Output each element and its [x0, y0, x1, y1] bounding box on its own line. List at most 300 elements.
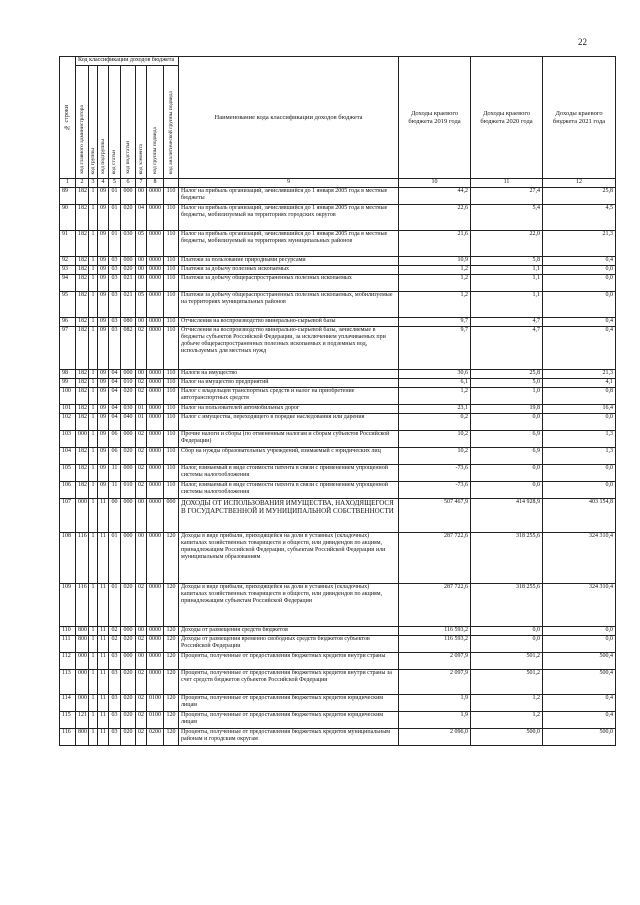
admin-code-cell: 182 — [76, 379, 89, 388]
column-numbers-row — [60, 179, 616, 188]
subarticle-code-cell: 082 — [121, 327, 136, 370]
subarticle-code-cell: 021 — [121, 292, 136, 318]
subarticle-code-cell: 010 — [121, 482, 136, 499]
value-2021-cell: 0,8 — [543, 388, 616, 405]
revenue-name-cell: Налог, взимаемый в виде стоимости патента в связи с применением упрощенной системы налогообложения — [179, 465, 399, 482]
value-2021-cell: 21,3 — [543, 231, 616, 257]
value-2021-cell: 1,3 — [543, 448, 616, 465]
admin-code-cell: 800 — [76, 627, 89, 636]
value-2021-cell: 0,4 — [543, 712, 616, 729]
admin-code-cell: 116 — [76, 533, 89, 584]
row-number-cell: 92 — [60, 257, 76, 266]
col-number: 11 — [471, 179, 543, 188]
element-code-cell: 02 — [136, 712, 147, 729]
element-code-cell: 02 — [136, 388, 147, 405]
row-number-cell: 96 — [60, 318, 76, 327]
row-number-header: № строки — [60, 57, 76, 179]
group-code-cell: 1 — [89, 231, 98, 257]
subarticle-code-cell: 010 — [121, 379, 136, 388]
group-code-cell: 1 — [89, 188, 98, 205]
value-2021-cell: 0,4 — [543, 695, 616, 712]
row-number-cell: 100 — [60, 388, 76, 405]
value-2019-cell: 23,1 — [399, 405, 471, 414]
element-code-cell: 00 — [136, 499, 147, 533]
revenue-name-cell: Платежи за добычу общераспространенных полезных ископаемых — [179, 275, 399, 292]
table-row — [60, 318, 616, 327]
table-row — [60, 712, 616, 729]
subgroup-code-cell: 09 — [98, 414, 109, 431]
value-2020-cell: 0,0 — [471, 627, 543, 636]
value-2020-cell: 6,9 — [471, 448, 543, 465]
subgroup-code-cell: 11 — [98, 712, 109, 729]
group-code-cell: 1 — [89, 533, 98, 584]
value-2021-cell: 500,0 — [543, 729, 616, 746]
analytic-group-code-cell: 110 — [164, 292, 179, 318]
value-2019-cell: -73,6 — [399, 465, 471, 482]
subtype-group-code-cell: 0000 — [147, 653, 164, 670]
article-code-cell: 11 — [109, 482, 121, 499]
value-2021-cell: 0,0 — [543, 636, 616, 653]
subgroup-code-cell: 09 — [98, 318, 109, 327]
col-number: 5 — [109, 179, 121, 188]
analytic-group-code-cell: 110 — [164, 318, 179, 327]
table-row — [60, 431, 616, 448]
value-2021-cell: 0,4 — [543, 318, 616, 327]
element-code-cell: 00 — [136, 257, 147, 266]
subtype-group-code-cell: 0000 — [147, 275, 164, 292]
value-2021-cell: 0,0 — [543, 482, 616, 499]
subarticle-code-cell: 020 — [121, 205, 136, 231]
table-body — [60, 188, 616, 746]
value-2019-cell: 1,2 — [399, 266, 471, 275]
element-code-cell: 02 — [136, 448, 147, 465]
revenue-name-cell: Налог с имущества, переходящего в порядке наследования или дарения — [179, 414, 399, 431]
value-2020-cell: 1,2 — [471, 712, 543, 729]
element-code-cell: 02 — [136, 695, 147, 712]
code-col-header: код главного администратора — [76, 66, 89, 179]
subgroup-code-cell: 11 — [98, 670, 109, 695]
analytic-group-code-cell: 120 — [164, 712, 179, 729]
revenue-name-cell: Прочие налоги и сборы (по отмененным налогам и сборам субъектов Российской Федерации) — [179, 431, 399, 448]
analytic-group-code-cell: 120 — [164, 584, 179, 627]
article-code-cell: 03 — [109, 318, 121, 327]
table-row — [60, 533, 616, 584]
analytic-group-code-cell: 110 — [164, 448, 179, 465]
value-2020-cell: 0,0 — [471, 482, 543, 499]
subarticle-code-cell: 000 — [121, 653, 136, 670]
group-code-cell: 1 — [89, 627, 98, 636]
analytic-group-code-cell: 110 — [164, 405, 179, 414]
admin-code-cell: 182 — [76, 231, 89, 257]
value-2020-cell: 0,0 — [471, 414, 543, 431]
subgroup-code-cell: 11 — [98, 584, 109, 627]
row-number-cell: 112 — [60, 653, 76, 670]
col-number: 1 — [60, 179, 76, 188]
group-code-cell: 1 — [89, 327, 98, 370]
article-code-cell: 03 — [109, 729, 121, 746]
row-number-cell: 90 — [60, 205, 76, 231]
value-2020-cell: 318 255,6 — [471, 533, 543, 584]
subgroup-code-cell: 11 — [98, 533, 109, 584]
subtype-group-code-cell: 0000 — [147, 482, 164, 499]
subtype-group-code-cell: 0000 — [147, 257, 164, 266]
element-code-cell: 05 — [136, 231, 147, 257]
col-number: 9 — [179, 179, 399, 188]
group-code-cell: 1 — [89, 292, 98, 318]
row-number-cell: 116 — [60, 729, 76, 746]
value-2020-cell: 22,0 — [471, 231, 543, 257]
subgroup-code-cell: 11 — [98, 695, 109, 712]
row-number-cell: 95 — [60, 292, 76, 318]
table-row — [60, 327, 616, 370]
group-code-cell: 1 — [89, 431, 98, 448]
group-code-cell: 1 — [89, 318, 98, 327]
row-number-cell: 103 — [60, 431, 76, 448]
admin-code-cell: 000 — [76, 670, 89, 695]
subarticle-code-cell: 030 — [121, 231, 136, 257]
revenue-name-cell: Платежи за добычу полезных ископаемых — [179, 266, 399, 275]
subarticle-code-cell: 000 — [121, 188, 136, 205]
group-code-cell: 1 — [89, 729, 98, 746]
value-2021-cell: 0,4 — [543, 257, 616, 266]
table-row — [60, 465, 616, 482]
element-code-cell: 00 — [136, 188, 147, 205]
subtype-group-code-cell: 0000 — [147, 431, 164, 448]
group-code-cell: 1 — [89, 695, 98, 712]
value-2019-cell: 507 467,9 — [399, 499, 471, 533]
value-2020-cell: 1,1 — [471, 292, 543, 318]
article-code-cell: 01 — [109, 584, 121, 627]
subarticle-code-cell: 030 — [121, 405, 136, 414]
value-2020-cell: 4,7 — [471, 318, 543, 327]
article-code-cell: 01 — [109, 205, 121, 231]
value-2021-cell: 4,1 — [543, 379, 616, 388]
article-code-cell: 04 — [109, 414, 121, 431]
value-2020-cell: 501,2 — [471, 653, 543, 670]
admin-code-cell: 116 — [76, 584, 89, 627]
value-2020-cell: 5,4 — [471, 205, 543, 231]
table-row — [60, 584, 616, 627]
subgroup-code-cell: 09 — [98, 327, 109, 370]
value-2020-cell: 19,8 — [471, 405, 543, 414]
col-number: 2 — [76, 179, 89, 188]
value-2021-cell: 1,3 — [543, 431, 616, 448]
value-2019-cell: 44,2 — [399, 188, 471, 205]
value-2019-cell: 116 593,2 — [399, 627, 471, 636]
analytic-group-code-cell: 110 — [164, 266, 179, 275]
analytic-group-code-cell: 110 — [164, 327, 179, 370]
row-number-cell: 97 — [60, 327, 76, 370]
revenue-table — [59, 56, 616, 746]
year-2019-header: Доходы краевого бюджета 2019 года — [399, 57, 471, 179]
value-2020-cell: 501,2 — [471, 670, 543, 695]
value-2020-cell: 5,0 — [471, 379, 543, 388]
subtype-group-code-cell: 0000 — [147, 448, 164, 465]
subarticle-code-cell: 020 — [121, 584, 136, 627]
element-code-cell: 02 — [136, 465, 147, 482]
table-row — [60, 405, 616, 414]
value-2019-cell: -73,6 — [399, 482, 471, 499]
subarticle-code-cell: 020 — [121, 695, 136, 712]
article-code-cell: 02 — [109, 636, 121, 653]
table-row — [60, 379, 616, 388]
revenue-name-cell: Доходы от размещения средств бюджетов — [179, 627, 399, 636]
revenue-name-cell: Налог на прибыль организаций, зачислявшийся до 1 января 2005 года в местные бюджеты — [179, 188, 399, 205]
subarticle-code-cell: 020 — [121, 729, 136, 746]
value-2020-cell: 5,8 — [471, 257, 543, 266]
table-row — [60, 636, 616, 653]
value-2021-cell: 0,0 — [543, 414, 616, 431]
subtype-group-code-cell: 0000 — [147, 636, 164, 653]
value-2019-cell: 1,2 — [399, 292, 471, 318]
subtype-group-code-cell: 0000 — [147, 584, 164, 627]
table-row — [60, 257, 616, 266]
table-row — [60, 653, 616, 670]
value-2019-cell: 10,2 — [399, 431, 471, 448]
group-code-cell: 1 — [89, 712, 98, 729]
admin-code-cell: 000 — [76, 431, 89, 448]
value-2020-cell: 0,0 — [471, 636, 543, 653]
code-col-header: код группы подвида — [147, 66, 164, 179]
value-2020-cell: 1,1 — [471, 275, 543, 292]
admin-code-cell: 121 — [76, 712, 89, 729]
table-row — [60, 231, 616, 257]
group-code-cell: 1 — [89, 414, 98, 431]
article-code-cell: 02 — [109, 627, 121, 636]
value-2021-cell: 324 310,4 — [543, 533, 616, 584]
admin-code-cell: 182 — [76, 266, 89, 275]
table-row — [60, 482, 616, 499]
subgroup-code-cell: 11 — [98, 627, 109, 636]
row-number-cell: 110 — [60, 627, 76, 636]
subgroup-code-cell: 09 — [98, 188, 109, 205]
value-2019-cell: 1,2 — [399, 388, 471, 405]
subgroup-code-cell: 09 — [98, 205, 109, 231]
page-number: 22 — [578, 37, 587, 47]
value-2021-cell: 0,4 — [543, 327, 616, 370]
subarticle-code-cell: 000 — [121, 465, 136, 482]
subtype-group-code-cell: 0100 — [147, 712, 164, 729]
subgroup-code-cell: 11 — [98, 499, 109, 533]
row-number-cell: 94 — [60, 275, 76, 292]
element-code-cell: 04 — [136, 205, 147, 231]
row-number-cell: 106 — [60, 482, 76, 499]
analytic-group-code-cell: 110 — [164, 188, 179, 205]
value-2020-cell: 25,8 — [471, 370, 543, 379]
subtype-group-code-cell: 0000 — [147, 188, 164, 205]
subarticle-code-cell: 000 — [121, 431, 136, 448]
admin-code-cell: 800 — [76, 729, 89, 746]
analytic-group-code-cell: 000 — [164, 499, 179, 533]
row-number-cell: 114 — [60, 695, 76, 712]
value-2019-cell: 0,2 — [399, 414, 471, 431]
subgroup-code-cell: 11 — [98, 653, 109, 670]
admin-code-cell: 182 — [76, 482, 89, 499]
revenue-name-cell: Проценты, полученные от предоставления бюджетных кредитов юридическим лицам — [179, 712, 399, 729]
element-code-cell: 01 — [136, 405, 147, 414]
value-2021-cell: 4,5 — [543, 205, 616, 231]
revenue-name-cell: Налог, взимаемый в виде стоимости патента в связи с применением упрощенной системы налогообложения — [179, 482, 399, 499]
value-2019-cell: 2 097,9 — [399, 653, 471, 670]
code-col-header: код подстатьи — [121, 66, 136, 179]
group-code-cell: 1 — [89, 636, 98, 653]
table-row — [60, 388, 616, 405]
value-2021-cell: 403 154,8 — [543, 499, 616, 533]
col-number: 8 — [147, 179, 164, 188]
group-code-cell: 1 — [89, 465, 98, 482]
analytic-group-code-cell: 110 — [164, 482, 179, 499]
element-code-cell: 02 — [136, 327, 147, 370]
table-row — [60, 729, 616, 746]
group-code-cell: 1 — [89, 482, 98, 499]
value-2019-cell: 21,6 — [399, 231, 471, 257]
analytic-group-code-cell: 120 — [164, 636, 179, 653]
row-number-cell: 99 — [60, 379, 76, 388]
code-col-header: код элемента — [136, 66, 147, 179]
element-code-cell: 01 — [136, 414, 147, 431]
subgroup-code-cell: 09 — [98, 275, 109, 292]
subgroup-code-cell: 09 — [98, 482, 109, 499]
revenue-name-cell: ДОХОДЫ ОТ ИСПОЛЬЗОВАНИЯ ИМУЩЕСТВА, НАХОДЯЩЕГОСЯ В ГОСУДАРСТВЕННОЙ И МУНИЦИПАЛЬНОЙ СОБСТВЕННОСТИ — [179, 499, 399, 533]
year-2021-header: Доходы краевого бюджета 2021 года — [543, 57, 616, 179]
analytic-group-code-cell: 120 — [164, 653, 179, 670]
classification-group-header: Код классификации доходов бюджета — [76, 57, 179, 66]
table-row — [60, 670, 616, 695]
group-code-cell: 1 — [89, 370, 98, 379]
admin-code-cell: 182 — [76, 188, 89, 205]
value-2019-cell: 2 097,9 — [399, 670, 471, 695]
analytic-group-code-cell: 120 — [164, 695, 179, 712]
revenue-name-cell: Платежи за добычу общераспространенных полезных ископаемых, мобилизуемые на территориях муниципальных районов — [179, 292, 399, 318]
subtype-group-code-cell: 0200 — [147, 729, 164, 746]
value-2019-cell: 1,2 — [399, 275, 471, 292]
element-code-cell: 00 — [136, 627, 147, 636]
subtype-group-code-cell: 0000 — [147, 670, 164, 695]
article-code-cell: 03 — [109, 292, 121, 318]
table-row — [60, 266, 616, 275]
revenue-name-cell: Проценты, полученные от предоставления бюджетных кредитов внутри страны — [179, 653, 399, 670]
value-2019-cell: 10,2 — [399, 448, 471, 465]
subtype-group-code-cell: 0000 — [147, 379, 164, 388]
value-2020-cell: 27,4 — [471, 188, 543, 205]
row-number-cell: 102 — [60, 414, 76, 431]
element-code-cell: 00 — [136, 318, 147, 327]
subgroup-code-cell: 11 — [98, 729, 109, 746]
revenue-name-cell: Доходы от размещения временно свободных средств бюджетов субъектов Российской Федерации — [179, 636, 399, 653]
article-code-cell: 03 — [109, 275, 121, 292]
value-2020-cell: 500,0 — [471, 729, 543, 746]
article-code-cell: 06 — [109, 431, 121, 448]
subtype-group-code-cell: 0000 — [147, 318, 164, 327]
article-code-cell: 01 — [109, 188, 121, 205]
subtype-group-code-cell: 0000 — [147, 266, 164, 275]
article-code-cell: 11 — [109, 465, 121, 482]
revenue-name-cell: Налог на имущество предприятий — [179, 379, 399, 388]
group-code-cell: 1 — [89, 275, 98, 292]
subtype-group-code-cell: 0000 — [147, 327, 164, 370]
admin-code-cell: 182 — [76, 465, 89, 482]
group-code-cell: 1 — [89, 266, 98, 275]
analytic-group-code-cell: 110 — [164, 275, 179, 292]
table-row — [60, 292, 616, 318]
subgroup-code-cell: 09 — [98, 379, 109, 388]
value-2019-cell: 287 722,6 — [399, 533, 471, 584]
subtype-group-code-cell: 0100 — [147, 695, 164, 712]
element-code-cell: 02 — [136, 670, 147, 695]
element-code-cell: 00 — [136, 275, 147, 292]
value-2019-cell: 22,6 — [399, 205, 471, 231]
value-2020-cell: 1,0 — [471, 388, 543, 405]
article-code-cell: 04 — [109, 370, 121, 379]
revenue-name-cell: Налог на пользователей автомобильных дорог — [179, 405, 399, 414]
revenue-name-cell: Доходы в виде прибыли, приходящейся на доли в уставных (складочных) капиталах хозяйственных товариществ и обществ, или дивидендов по акциям, принадлежащим субъектам Российской Федерации — [179, 584, 399, 627]
subarticle-code-cell: 000 — [121, 533, 136, 584]
article-code-cell: 01 — [109, 533, 121, 584]
analytic-group-code-cell: 110 — [164, 379, 179, 388]
revenue-name-cell: Доходы в виде прибыли, приходящейся на доли в уставных (складочных) капиталах хозяйственных товариществ и обществ, или дивидендов по акциям, принадлежащим Российской Федерации, субъектам Российской Федерации или муниципальным образованиям — [179, 533, 399, 584]
row-number-cell: 105 — [60, 465, 76, 482]
value-2019-cell: 10,9 — [399, 257, 471, 266]
group-code-cell: 1 — [89, 205, 98, 231]
col-number: 3 — [89, 179, 98, 188]
subtype-group-code-cell: 0000 — [147, 231, 164, 257]
value-2019-cell: 30,6 — [399, 370, 471, 379]
element-code-cell: 02 — [136, 636, 147, 653]
element-code-cell: 00 — [136, 370, 147, 379]
col-number — [164, 179, 179, 188]
element-code-cell: 02 — [136, 729, 147, 746]
revenue-name-cell: Платежи за пользование природными ресурсами — [179, 257, 399, 266]
article-code-cell: 00 — [109, 499, 121, 533]
col-number: 7 — [136, 179, 147, 188]
subtype-group-code-cell: 0000 — [147, 370, 164, 379]
admin-code-cell: 182 — [76, 370, 89, 379]
table-row — [60, 448, 616, 465]
admin-code-cell: 182 — [76, 275, 89, 292]
analytic-group-code-cell: 120 — [164, 729, 179, 746]
name-column-header: Наименование кода классификации доходов бюджета — [179, 57, 399, 179]
revenue-name-cell: Налог с владельцев транспортных средств и налог на приобретение автотранспортных средств — [179, 388, 399, 405]
subgroup-code-cell: 09 — [98, 431, 109, 448]
row-number-cell: 109 — [60, 584, 76, 627]
col-number: 6 — [121, 179, 136, 188]
subgroup-code-cell: 09 — [98, 448, 109, 465]
admin-code-cell: 182 — [76, 205, 89, 231]
subtype-group-code-cell: 0000 — [147, 405, 164, 414]
revenue-name-cell: Налог на прибыль организаций, зачислявшийся до 1 января 2005 года в местные бюджеты, мобилизуемый на территориях муниципальных районов — [179, 231, 399, 257]
value-2020-cell: 6,9 — [471, 431, 543, 448]
admin-code-cell: 182 — [76, 327, 89, 370]
analytic-group-code-cell: 120 — [164, 627, 179, 636]
article-code-cell: 03 — [109, 327, 121, 370]
value-2021-cell: 21,3 — [543, 370, 616, 379]
subarticle-code-cell: 040 — [121, 414, 136, 431]
group-code-cell: 1 — [89, 257, 98, 266]
analytic-group-code-cell: 110 — [164, 205, 179, 231]
group-code-cell: 1 — [89, 379, 98, 388]
value-2019-cell: 9,7 — [399, 327, 471, 370]
value-2019-cell: 9,7 — [399, 318, 471, 327]
revenue-name-cell: Проценты, полученные от предоставления бюджетных кредитов внутри страны за счет средств бюджетов субъектов Российской Федерации — [179, 670, 399, 695]
subtype-group-code-cell: 0000 — [147, 388, 164, 405]
value-2019-cell: 116 593,2 — [399, 636, 471, 653]
row-number-cell: 101 — [60, 405, 76, 414]
analytic-group-code-cell: 110 — [164, 370, 179, 379]
value-2020-cell: 4,7 — [471, 327, 543, 370]
subtype-group-code-cell: 0000 — [147, 499, 164, 533]
subgroup-code-cell: 09 — [98, 266, 109, 275]
row-number-cell: 89 — [60, 188, 76, 205]
